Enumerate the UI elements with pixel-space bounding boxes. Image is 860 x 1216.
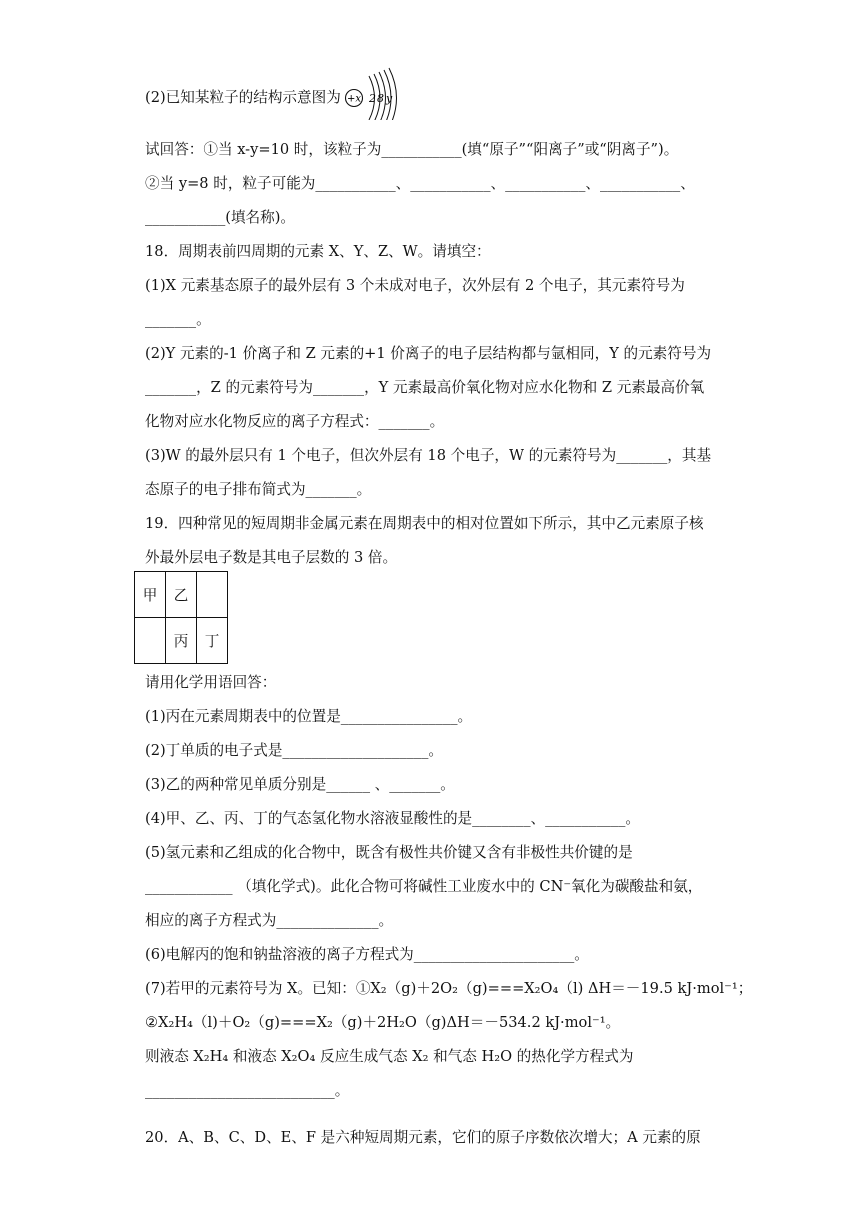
- q19-part7-ask: 则液态 X₂H₄ 和液态 X₂O₄ 反应生成气态 X₂ 和气态 H₂O 的热化学方程式为: [145, 1048, 634, 1065]
- table-row: [135, 572, 228, 618]
- q17-answer-2-cont: ___________(填名称)。: [145, 209, 296, 226]
- q17-answer-1: 试回答：①当 x-y=10 时，该粒子为___________(填“原子”“阳离子”或“阴离子”)。: [145, 141, 679, 158]
- atom-shell-3: y: [386, 92, 393, 105]
- q18-part1-cont: _______。: [145, 311, 211, 328]
- q19-part2: (2)丁单质的电子式是____________________。: [145, 742, 443, 759]
- table-cell: 丙: [166, 618, 197, 664]
- q19-part6: (6)电解丙的饱和钠盐溶液的离子方程式为______________________。: [145, 946, 589, 963]
- atom-shell-1: 2: [369, 92, 376, 105]
- q19-part7-eq2: ②X₂H₄（l)＋O₂（g)===X₂（g)＋2H₂O（g)ΔH＝－534.2 kJ·mol⁻¹。: [145, 1014, 621, 1031]
- q18-part3-cont: 态原子的电子排布简式为_______。: [145, 481, 372, 498]
- q18-part2: (2)Y 元素的-1 价离子和 Z 元素的+1 价离子的电子层结构都与氩相同，Y 的元素符号为: [145, 345, 712, 362]
- q19-part1: (1)丙在元素周期表中的位置是________________。: [145, 708, 473, 725]
- q19-part7: (7)若甲的元素符号为 X。已知：①X₂（g)＋2O₂（g)===X₂O₄（l) ΔH＝－19.5 kJ·mol⁻¹；: [145, 980, 753, 997]
- q18-part3: (3)W 的最外层只有 1 个电子，但次外层有 18 个电子，W 的元素符号为_______，其基: [145, 447, 712, 464]
- q18-part2-cont: _______，Z 的元素符号为_______，Y 元素最高价氧化物对应水化物和 Z 元素最高价氧: [145, 379, 705, 396]
- q19-part4: (4)甲、乙、丙、丁的气态氢化物水溶液显酸性的是________、___________。: [145, 810, 640, 827]
- q19-part5-cont2: 相应的离子方程式为______________。: [145, 912, 394, 929]
- q19-part3: (3)乙的两种常见单质分别是______ 、_______。: [145, 776, 455, 793]
- q18-part1: (1)X 元素基态原子的最外层有 3 个未成对电子，次外层有 2 个电子，其元素符号为: [145, 277, 685, 294]
- q17-answer-2: ②当 y=8 时，粒子可能为___________、___________、___________、___________、: [145, 175, 695, 192]
- periodic-position-table: [134, 571, 228, 664]
- q20-stem: 20．A、B、C、D、E、F 是六种短周期元素，它们的原子序数依次增大；A 元素的原: [145, 1129, 701, 1146]
- table-cell: 甲: [135, 572, 166, 618]
- table-cell: 乙: [166, 572, 197, 618]
- q19-part7-blank: __________________________。: [145, 1082, 350, 1099]
- table-row: [135, 618, 228, 664]
- atom-shell-2: 8: [377, 92, 384, 105]
- q19-stem: 19．四种常见的短周期非金属元素在周期表中的相对位置如下所示，其中乙元素原子核: [145, 515, 704, 532]
- atom-structure-diagram: [339, 66, 421, 120]
- q18-part2-cont2: 化物对应水化物反应的离子方程式：_______。: [145, 413, 445, 430]
- table-cell: [135, 618, 166, 664]
- q18-stem: 18．周期表前四周期的元素 X、Y、Z、W。请填空：: [145, 243, 491, 260]
- table-cell: [197, 572, 228, 618]
- q19-stem-cont: 外最外层电子数是其电子层数的 3 倍。: [145, 549, 398, 566]
- q17-part2-stem: (2)已知某粒子的结构示意图为: [145, 89, 341, 106]
- q19-part5-cont: ____________ （填化学式)。此化合物可将碱性工业废水中的 CN⁻氧化为碳酸盐和氨，: [145, 878, 703, 895]
- table-cell: 丁: [197, 618, 228, 664]
- atom-nucleus-label: +x: [346, 93, 362, 105]
- q19-instruction: 请用化学用语回答：: [145, 674, 277, 691]
- q19-part5: (5)氢元素和乙组成的化合物中，既含有极性共价键又含有非极性共价键的是: [145, 844, 633, 861]
